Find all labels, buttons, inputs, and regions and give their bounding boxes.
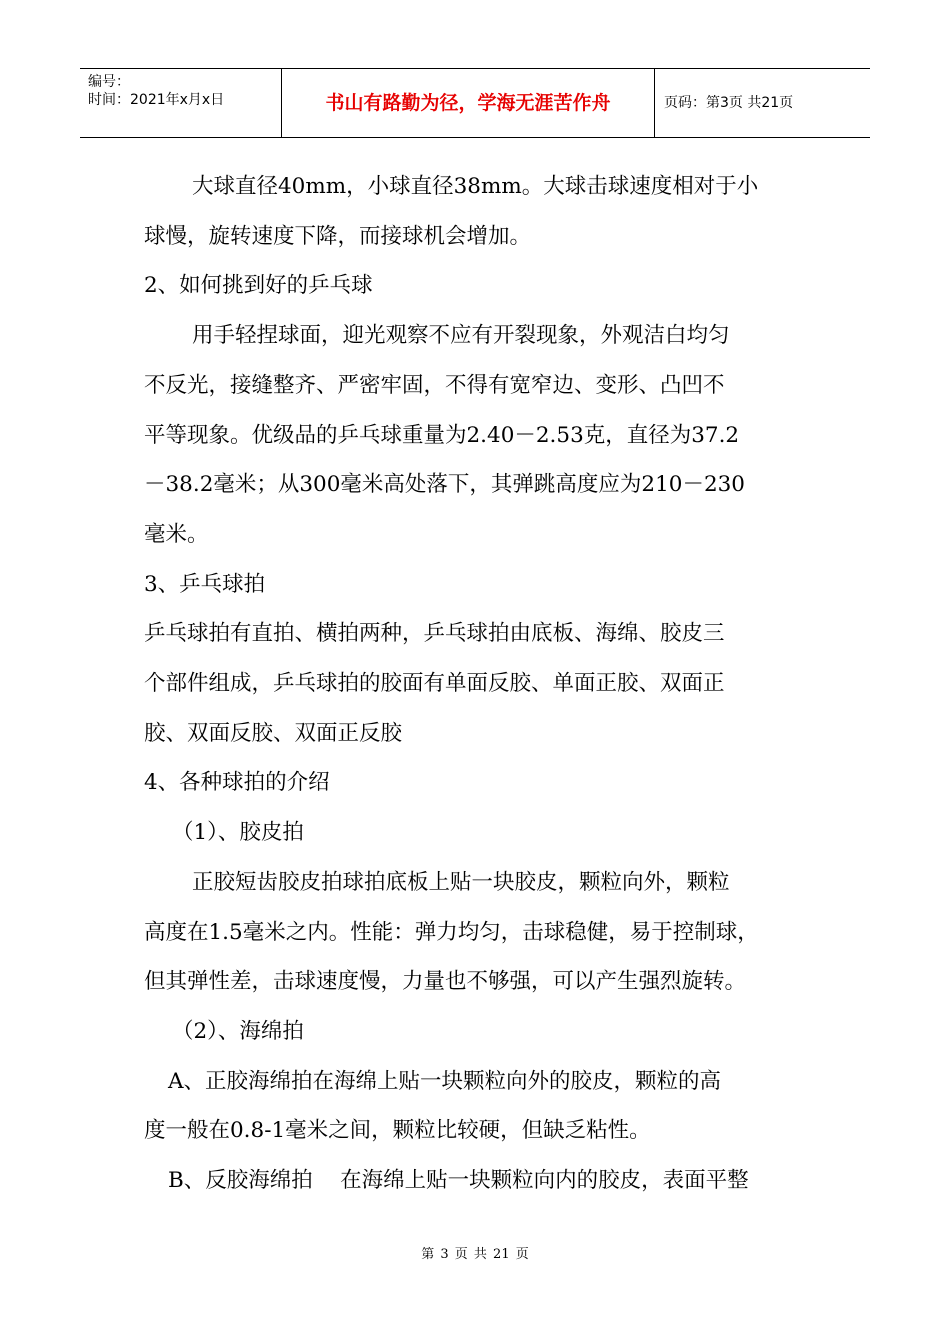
header-motto: 书山有路勤为径，学海无涯苦作舟 [325,92,611,114]
document-date: 时间：2021年x月x日 [88,92,225,108]
paragraph-line: 高度在1.5毫米之内。性能：弹力均匀，击球稳健，易于控制球， [144,919,759,945]
subsection-heading: （2）、海绵拍 [172,1018,304,1044]
paragraph-line: 大球直径40mm，小球直径38mm。大球击球速度相对于小 [192,174,759,199]
paragraph-line: 不反光，接缝整齐、严密牢固，不得有宽窄边、变形、凸凹不 [144,372,725,398]
paragraph-line: 正胶短齿胶皮拍球拍底板上贴一块胶皮，颗粒向外，颗粒 [192,869,730,895]
paragraph-line: 毫米。 [144,521,209,547]
section-heading: 3、乒乓球拍 [144,571,266,597]
paragraph-line: 度一般在0.8-1毫米之间，颗粒比较硬，但缺乏粘性。 [144,1118,651,1144]
body-text [144,162,812,1206]
header-middle-cell [281,69,655,137]
section-heading: 2、如何挑到好的乒乓球 [144,273,373,299]
paragraph-line: A、正胶海绵拍在海绵上贴一块颗粒向外的胶皮，颗粒的高 [168,1068,722,1094]
paragraph-line: 球慢，旋转速度下降，而接球机会增加。 [144,223,532,249]
page-footer: 第 3 页 共 21 页 [421,1247,529,1262]
page-header [80,68,870,138]
paragraph-line: B、反胶海绵拍 在海绵上贴一块颗粒向内的胶皮，表面平整 [168,1168,749,1194]
paragraph-line: 乒乓球拍有直拍、横拍两种，乒乓球拍由底板、海绵、胶皮三 [144,621,725,647]
header-left-cell [80,69,280,137]
header-page-info: 页码：第3页 共21页 [664,95,794,111]
paragraph-line: －38.2毫米；从300毫米高处落下，其弹跳高度应为210－230 [144,472,745,498]
header-right-cell [654,69,870,137]
subsection-heading: （1）、胶皮拍 [172,820,304,846]
document-number-label: 编号： [88,74,130,90]
paragraph-line: 个部件组成，乒乓球拍的胶面有单面反胶、单面正胶、双面正 [144,671,725,697]
section-heading: 4、各种球拍的介绍 [144,770,330,796]
paragraph-line: 但其弹性差，击球速度慢，力量也不够强，可以产生强烈旋转。 [144,969,747,995]
paragraph-line: 胶、双面反胶、双面正反胶 [144,720,403,746]
paragraph-line: 用手轻捏球面，迎光观察不应有开裂现象，外观洁白均匀 [192,323,730,349]
paragraph-line: 平等现象。优级品的乒乓球重量为2.40－2.53克，直径为37.2 [144,422,740,448]
